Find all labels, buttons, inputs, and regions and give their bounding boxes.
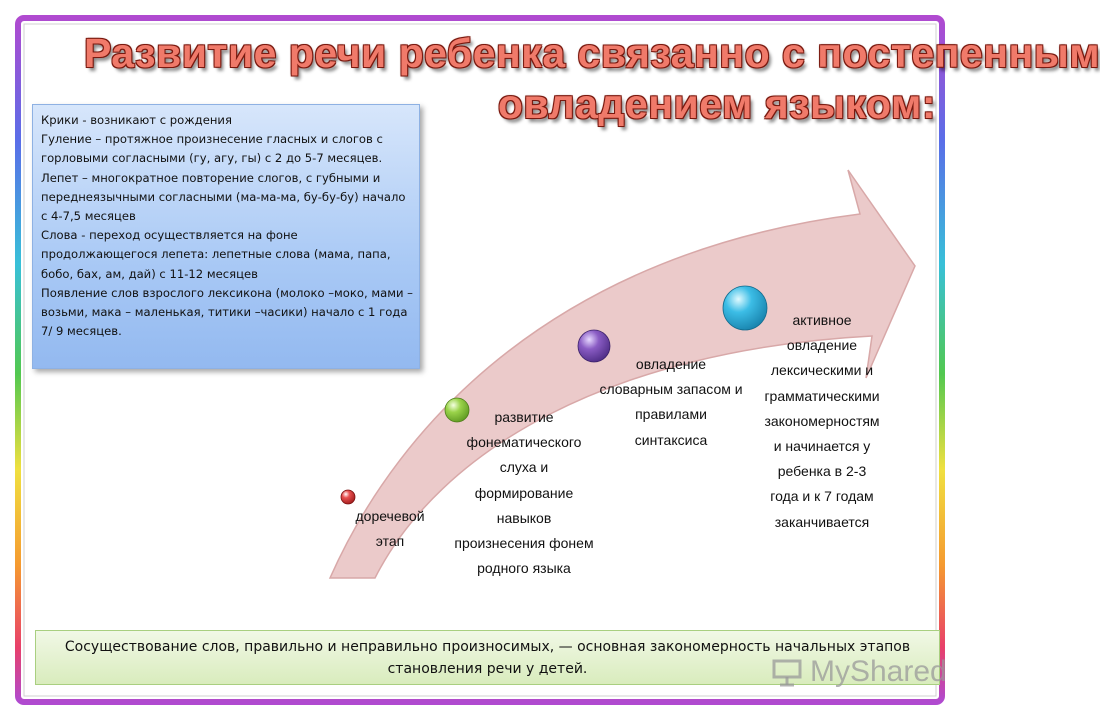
info-line-babbling: Лепет – многократное повторение слогов, с губными и переднеязычными согласными (ма-ма-ма, бу-бу-бу) начало с 4-7,5 месяцев: [41, 170, 406, 224]
watermark-text: MyShared: [810, 655, 947, 688]
watermark-logo: [770, 655, 947, 689]
slide-title-line-1: Развитие речи ребенка связанно с постепенным: [84, 30, 1100, 76]
stage-2-label: развитие фонематического слуха и формирование навыков произнесения фонем родного языка: [454, 409, 594, 577]
info-line-adult-words: Появление слов взрослого лексикона (молоко –моко, мами – возьми, мака – маленькая, титики –часики) начало с 1 года 7/ 9 месяцев.: [41, 285, 413, 339]
stage-1-dot: [341, 490, 355, 504]
stage-4-label: активное овладение лексическими и грамматическими закономерностям и начинается у ребенка в 2-3 года и к 7 годам заканчивается: [764, 312, 880, 530]
info-line-words: Слова - переход осуществляется на фоне продолжающегося лепета: лепетные слова (мама, папа, бобо, бах, ам, дай) с 11-12 месяцев: [41, 228, 391, 281]
slide-title-line-2: овладением языком:: [497, 81, 936, 127]
stage-3-label: овладение словарным запасом и правилами синтаксиса: [599, 356, 743, 448]
info-line-cries: Крики - возникают с рождения: [41, 113, 232, 127]
info-line-cooing: Гуление – протяжное произнесение гласных и слогов с горловыми согласными (гу, агу, гы) с 2 до 5-7 месяцев.: [41, 132, 383, 166]
conclusion-note: Сосуществование слов, правильно и неправильно произносимых, — основная закономерность начальных этапов становления речи у детей.: [35, 630, 940, 685]
stage-1-label: доречевой этап: [355, 508, 425, 550]
presentation-board-icon: [770, 657, 806, 687]
speech-stages-info-box: [32, 104, 420, 369]
